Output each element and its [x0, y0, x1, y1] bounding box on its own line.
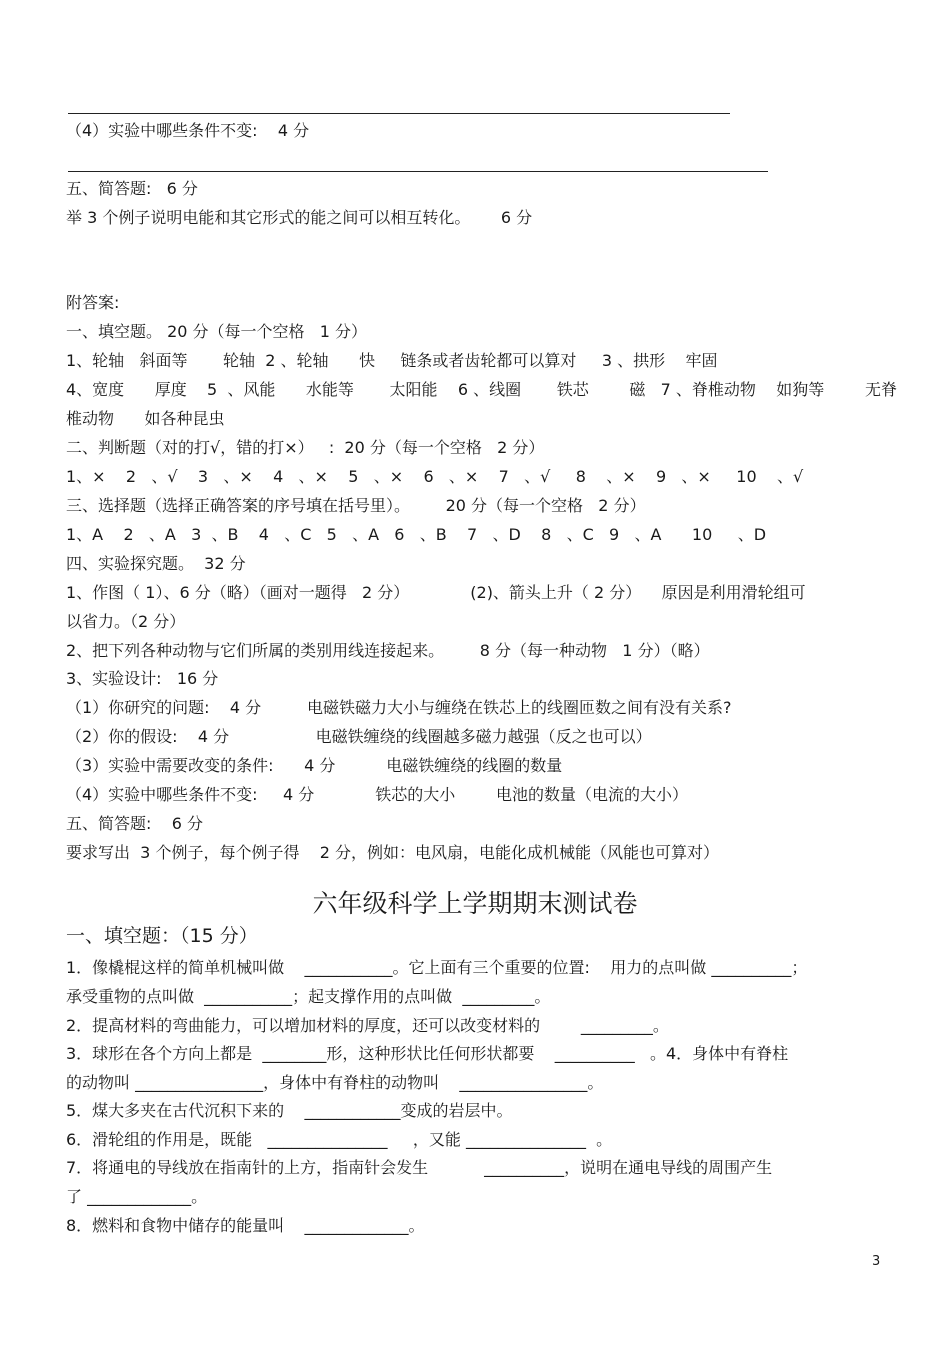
section-heading: 二、判断题（对的打√，错的打×） : 20 分（每一个空格 2 分）: [66, 438, 545, 457]
section-heading: 三、选择题（选择正确答案的序号填在括号里）。 20 分（每一个空格 2 分）: [66, 496, 646, 515]
text-line: 以省力。（2 分）: [66, 612, 186, 631]
text-line: 1、作图（ 1）、6 分（略）（画对一题得 2 分） (2)、箭头上升（ 2 分） 原因是利用滑轮组可: [66, 583, 806, 602]
text-line: 1、A 2 、A 3 、B 4 、C 5 、A 6 、B 7 、D 8 、C 9 、A 10 、D: [66, 525, 767, 544]
text-line: 2、把下列各种动物与它们所属的类别用线连接起来。 8 分（每一种动物 1 分）（略）: [66, 641, 710, 660]
text-line: （4）实验中哪些条件不变: 4 分: [66, 121, 310, 140]
section-heading: 五、简答题: 6 分: [66, 179, 198, 198]
section-heading: 四、实验探究题。 32 分: [66, 554, 246, 573]
question-line: 6．滑轮组的作用是，既能 _______________ ，又能 _______________ 。: [66, 1130, 613, 1149]
page-number: 3: [872, 1254, 881, 1269]
question-line: 的动物叫 ________________，身体中有脊柱的动物叫 ________________。: [66, 1073, 604, 1092]
section-heading: 一、填空题：（15 分）: [66, 925, 258, 947]
section-heading: 五、简答题: 6 分: [66, 814, 204, 833]
question-line: 3．球形在各个方向上都是 ________形，这种形状比任何形状都要 __________ 。4．身体中有脊柱: [66, 1044, 789, 1063]
text-line: 椎动物 如各种昆虫: [66, 409, 225, 428]
text-line: 要求写出 3 个例子，每个例子得 2 分，例如：电风扇，电能化成机械能（风能也可算对）: [66, 843, 720, 862]
text-line: 举 3 个例子说明电能和其它形式的能之间可以相互转化。 6 分: [66, 208, 533, 227]
section-heading: 一、填空题。 20 分（每一个空格 1 分）: [66, 322, 368, 341]
question-line: 了 _____________。: [66, 1187, 208, 1206]
text-line: 3、实验设计: 16 分: [66, 669, 219, 688]
question-line: 2．提高材料的弯曲能力，可以增加材料的厚度，还可以改变材料的 _________。: [66, 1016, 669, 1035]
text-line: 1、轮轴 斜面等 轮轴 2 、轮轴 快 链条或者齿轮都可以算对 3 、拱形 牢固: [66, 351, 718, 370]
answer-line-1: [68, 113, 730, 114]
exam-title: 六年级科学上学期期末测试卷: [312, 889, 638, 918]
question-line: 5．煤大多夹在古代沉积下来的 ____________变成的岩层中。: [66, 1101, 513, 1120]
text-line: （3）实验中需要改变的条件: 4 分 电磁铁缠绕的线圈的数量: [66, 756, 563, 775]
answer-line-2: [68, 171, 768, 172]
answer-key-heading: 附答案:: [66, 293, 120, 312]
question-line: 7．将通电的导线放在指南针的上方，指南针会发生 __________，说明在通电导线的周围产生: [66, 1158, 773, 1177]
question-line: 1．像橇棍这样的简单机械叫做 ___________。它上面有三个重要的位置: 用力的点叫做 __________；: [66, 958, 808, 977]
text-line: （2）你的假设: 4 分 电磁铁缠绕的线圈越多磁力越强（反之也可以）: [66, 727, 652, 746]
text-line: 4、宽度 厚度 5 、风能 水能等 太阳能 6 、线圈 铁芯 磁 7 、脊椎动物 如狗等 无脊: [66, 380, 897, 399]
text-line: （1）你研究的问题: 4 分 电磁铁磁力大小与缠绕在铁芯上的线圈匝数之间有没有关系?: [66, 698, 732, 717]
text-line: （4）实验中哪些条件不变: 4 分 铁芯的大小 电池的数量（电流的大小）: [66, 785, 688, 804]
question-line: 承受重物的点叫做 ___________；起支撑作用的点叫做 _________。: [66, 987, 551, 1006]
text-line: 1、× 2 、√ 3 、× 4 、× 5 、× 6 、× 7 、√ 8 、× 9 、× 10 、√: [66, 467, 804, 486]
question-line: 8．燃料和食物中储存的能量叫 _____________。: [66, 1216, 425, 1235]
